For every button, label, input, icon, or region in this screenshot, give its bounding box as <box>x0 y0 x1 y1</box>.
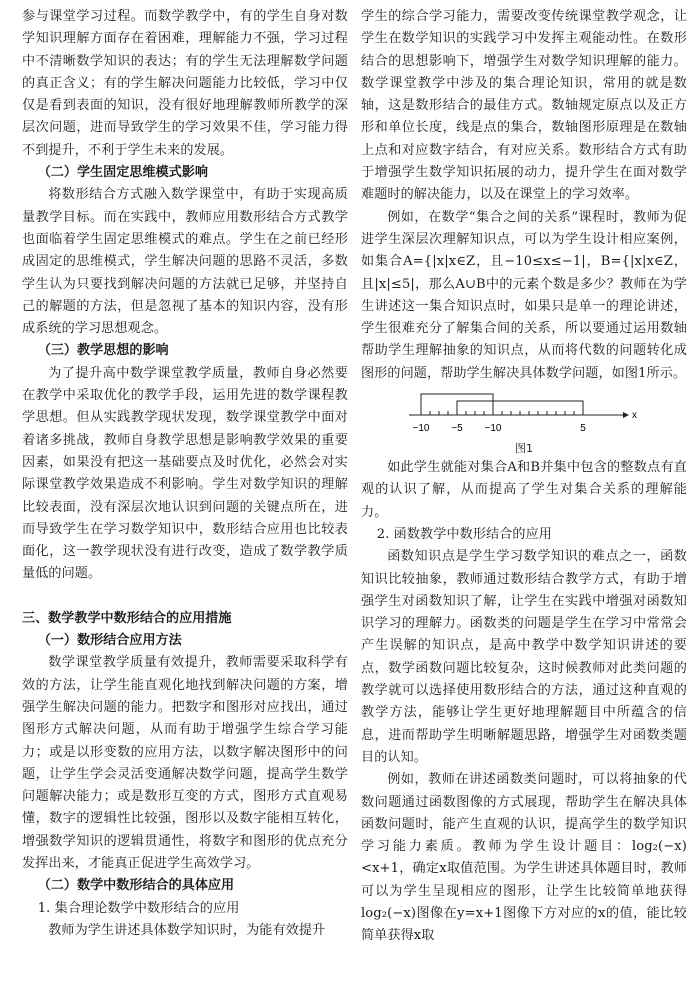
axis-arrow <box>623 412 629 418</box>
section-heading: （二）学生固定思维模式影响 <box>37 165 208 181</box>
main-section-heading: 三、数学教学中数形结合的应用措施 <box>22 610 232 626</box>
paragraph: 参与课堂学习过程。而数学教学中，有的学生自身对数学知识理解方面存在着困难，理解能力不强，学习过程中不清晰数学知识的表达；有的学生无法理解数学问题的真正含义；有的学生解决问题能力比较低，学习中仅仅是看到表面的知识，没有很好地理解教师所教学的深层次问题，进而导致学生的学习效果不佳，学习能力得不到提升，不利于学生未来的发展。 <box>22 9 348 158</box>
axis-var-label: x <box>632 410 637 422</box>
figure-caption: 图1 <box>515 442 533 456</box>
tick-label: −5 <box>451 423 463 435</box>
section-heading: （三）教学思想的影响 <box>37 343 169 359</box>
numbered-heading: 2. 函数教学中数形结合的应用 <box>376 526 552 542</box>
paragraph: 例如，在数学“集合之间的关系”课程时，教师为促进学生深层次理解知识点，可以为学生设计相应案例，如集合A={|x|x∈Z，且−10≤x≤−1|，B={|x|x∈Z，且|x|≤5|，那么A∪B中的元素个数是多少？教师在为学生讲述这一集合知识点时，如果只是单一的理论讲述，学生很难充分了解集合间的关系，所以要通过运用数轴帮助学生理解抽象的知识点，从而将代数的问题转化成图形的问题，帮助学生解决具体数学问题，如图1所示。 <box>361 209 687 381</box>
left-column <box>22 6 348 942</box>
paragraph: 如此学生就能对集合A和B并集中包含的整数点有直观的认识了解，从而提高了学生对集合关系的理解能力。 <box>361 460 687 520</box>
numbered-heading: 1. 集合理论数学中数形结合的应用 <box>37 900 240 916</box>
paragraph: 例如，教师在讲述函数类问题时，可以将抽象的代数问题通过函数图像的方式展现，帮助学生在解决具体函数问题时，能产生直观的认识，提高学生的数学知识学习能力素质。教师为学生设计题目：log₂(−x)<x+1，确定x取值范围。为学生讲述具体题目时，教师可以为学生呈现相应的图形，让学生比较简单地获得log₂(−x)图像在y=x+1图像下方对应的x的值，能比较简单获得x取 <box>361 772 687 944</box>
section-heading: （一）数形结合应用方法 <box>37 633 182 649</box>
figure-number-line <box>361 389 687 457</box>
tick-label: −10 <box>412 423 430 435</box>
paragraph: 教师为学生讲述具体数学知识时，为能有效提升 <box>48 922 326 938</box>
tick-label: 5 <box>580 423 586 435</box>
right-column <box>361 6 687 948</box>
paragraph: 函数知识点是学生学习数学知识的难点之一，函数知识比较抽象，教师通过数形结合教学方式，有助于增强学生对函数知识了解，让学生在实践中增强对函数知识学习的理解力。函数类的问题是学生在学习中常常会产生误解的知识点，是高中教学中数学知识讲述的要点，数学函数问题比较复杂，这时候教师对此类问题的教学就可以选择使用数形结合的方法，通过这种直观的教学方法，能够让学生更好地理解题目中所蕴含的信息，进而帮助学生明晰解题思路，增强学生对函数类题目的认知。 <box>361 549 687 765</box>
paragraph: 学生的综合学习能力，需要改变传统课堂教学观念，让学生在数学知识的实践学习中发挥主观能动性。在数形结合的思想影响下，增强学生对数学知识理解的能力。数学课堂教学中涉及的集合理论知识，常用的就是数轴，这是数形结合的最佳方式。数轴规定原点以及正方形和单位长度，线是点的集合，数轴图形原理是在数轴上点和对应数字结合，有对应关系。数形结合方式有助于增强学生数学知识拓展的动力，提升学生在面对数学难题时的解决能力，以及在课堂上的学习效率。 <box>361 9 687 203</box>
paragraph: 将数形结合方式融入数学课堂中，有助于实现高质量教学目标。而在实践中，教师应用数形结合方式教学也面临着学生固定思维模式的难点。学生在之前已经形成固定的思维模式，学生解决问题的思路不灵活，多数学生认为只要找到解决问题的方法就已足够，并坚持自己的解题的方法，但是忽视了基本的知识内容，没有形成系统的学习思想观念。 <box>22 187 348 337</box>
axis-ticks <box>421 411 583 415</box>
tick-label: −10 <box>484 423 502 435</box>
paragraph: 为了提升高中数学课堂教学质量，教师自身必然要在教学中采取优化的教学手段，运用先进的数学课程教学思想。但从实践教学现状发现，数学课堂教学中面对着诸多挑战，教师自身教学思想是影响教学效果的重要因素，如果没有把这一基础要点及时优化，必然会对实际课堂教学效果造成不利影响。学生对数学知识的理解比较表面，没有深层次地认识到问题的关键点所在，进而导致学生在学习数学知识中，数形结合应用也比较表面化，这一教学现状没有进行改变，造成了数学教学质量低的问题。 <box>22 365 348 582</box>
paragraph: 数学课堂教学质量有效提升，教师需要采取科学有效的方法，让学生能直观化地找到解决问题的方案，增强学生解决问题的能力。把数字和图形对应找出，通过图形方式解决问题，从而有助于增强学生综合学习能力；或是以形变数的应用方法，以数字解决图形中的问题，让学生学会灵活变通解决数学问题，提高学生数学问题解决能力；或是数形互变的方式，图形方式直观易懂，数字的逻辑性比较强，图形以及数字能相互转化，增强数学知识的逻辑贯通性，将数字和图形的优点充分发挥出来，才能真正促进学生高效学习。 <box>22 655 348 871</box>
section-heading: （二）数学中数形结合的具体应用 <box>37 878 235 894</box>
number-line-diagram <box>361 389 687 441</box>
